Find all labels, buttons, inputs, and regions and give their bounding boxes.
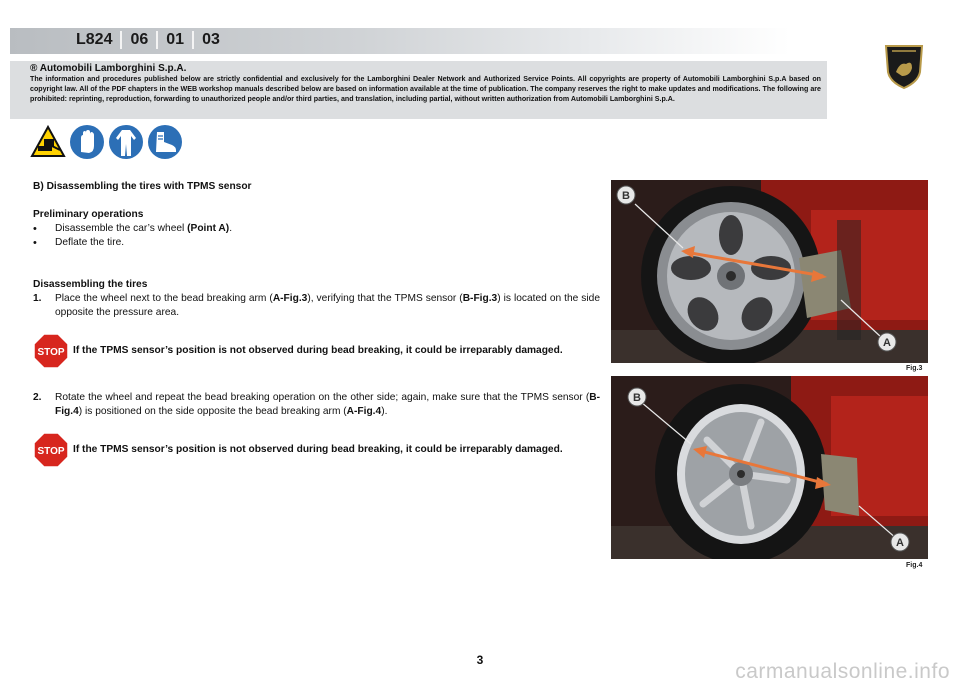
- hand-crush-warning-icon: [30, 124, 66, 160]
- label-b: B: [633, 392, 641, 404]
- code-subgroup: 01: [166, 31, 185, 48]
- warning-1: [33, 333, 600, 369]
- figure-3-photo: [611, 180, 928, 363]
- ppe-icons: [30, 124, 183, 160]
- code-section: 03: [202, 31, 220, 48]
- stop-sign-icon: [33, 432, 69, 468]
- section-title: B) Disassembling the tires with TPMS sensor: [33, 181, 252, 192]
- code-group: 06: [130, 31, 149, 48]
- bullet-icon: •: [33, 223, 37, 235]
- figure-4-caption: Fig.4: [906, 562, 923, 569]
- label-a: A: [883, 337, 891, 349]
- step-2: 2. Rotate the wheel and repeat the bead breaking operation on the other side; again, make sure that the TPMS sensor (B-Fig.4) is positioned on the side opposite the bead breaking arm (A-Fig.4).: [33, 392, 600, 417]
- notice-body: The information and procedures published below are strictly confidential and exclusively for the Lamborghini Dealer Network and Authorized Service Points. All copyrights are property of Automobili Lamborghini S.p.A based on copyright law. All of the PDF chapters in the WEB workshop manuals described below are based on information available at the time of publication. The company reserves the right to make updates and modifications. The following are prohibited: reprinting, reproduction, forwarding to unauthorized people and/or third parties, and translation, including partial, without written authorization from Automobili Lamborghini S.p.A.: [30, 75, 821, 103]
- warning-2: [33, 432, 600, 468]
- overalls-icon: [108, 124, 144, 160]
- list-item: • Disassemble the car’s wheel (Point A).: [33, 223, 233, 235]
- label-b: B: [622, 190, 630, 202]
- figure-3-caption: Fig.3: [906, 365, 923, 372]
- code-separator: [120, 31, 122, 49]
- preliminary-title: Preliminary operations: [33, 209, 144, 220]
- gloves-icon: [69, 124, 105, 160]
- bullet-icon: •: [33, 237, 37, 249]
- stop-sign-icon: [33, 333, 69, 369]
- step-1: 1. Place the wheel next to the bead breaking arm (A-Fig.3), verifying that the TPMS sensor (B-Fig.3) is located on the side opposite the pressure area.: [33, 293, 600, 318]
- warning-text: If the TPMS sensor’s position is not observed during bead breaking, it could be irreparably damaged.: [73, 345, 563, 356]
- list-item: • Deflate the tire.: [33, 237, 125, 249]
- svg-text:STOP: STOP: [37, 446, 65, 457]
- figure-4-photo: [611, 376, 928, 559]
- procedure-content: [33, 180, 600, 468]
- code-model: L824: [76, 31, 113, 48]
- watermark: carmanualsonline.info: [735, 660, 950, 683]
- document-code: [70, 31, 226, 49]
- disassembling-title: Disassembling the tires: [33, 279, 148, 290]
- page-number: 3: [476, 653, 484, 667]
- code-separator: [192, 31, 194, 49]
- warning-text: If the TPMS sensor’s position is not observed during bead breaking, it could be irreparably damaged.: [73, 444, 563, 455]
- code-separator: [156, 31, 158, 49]
- notice-title: ® Automobili Lamborghini S.p.A.: [30, 63, 187, 74]
- safety-shoes-icon: [147, 124, 183, 160]
- copyright-notice: [10, 61, 827, 119]
- lamborghini-shield-icon: [882, 42, 926, 90]
- svg-text:STOP: STOP: [37, 347, 65, 358]
- label-a: A: [896, 537, 904, 549]
